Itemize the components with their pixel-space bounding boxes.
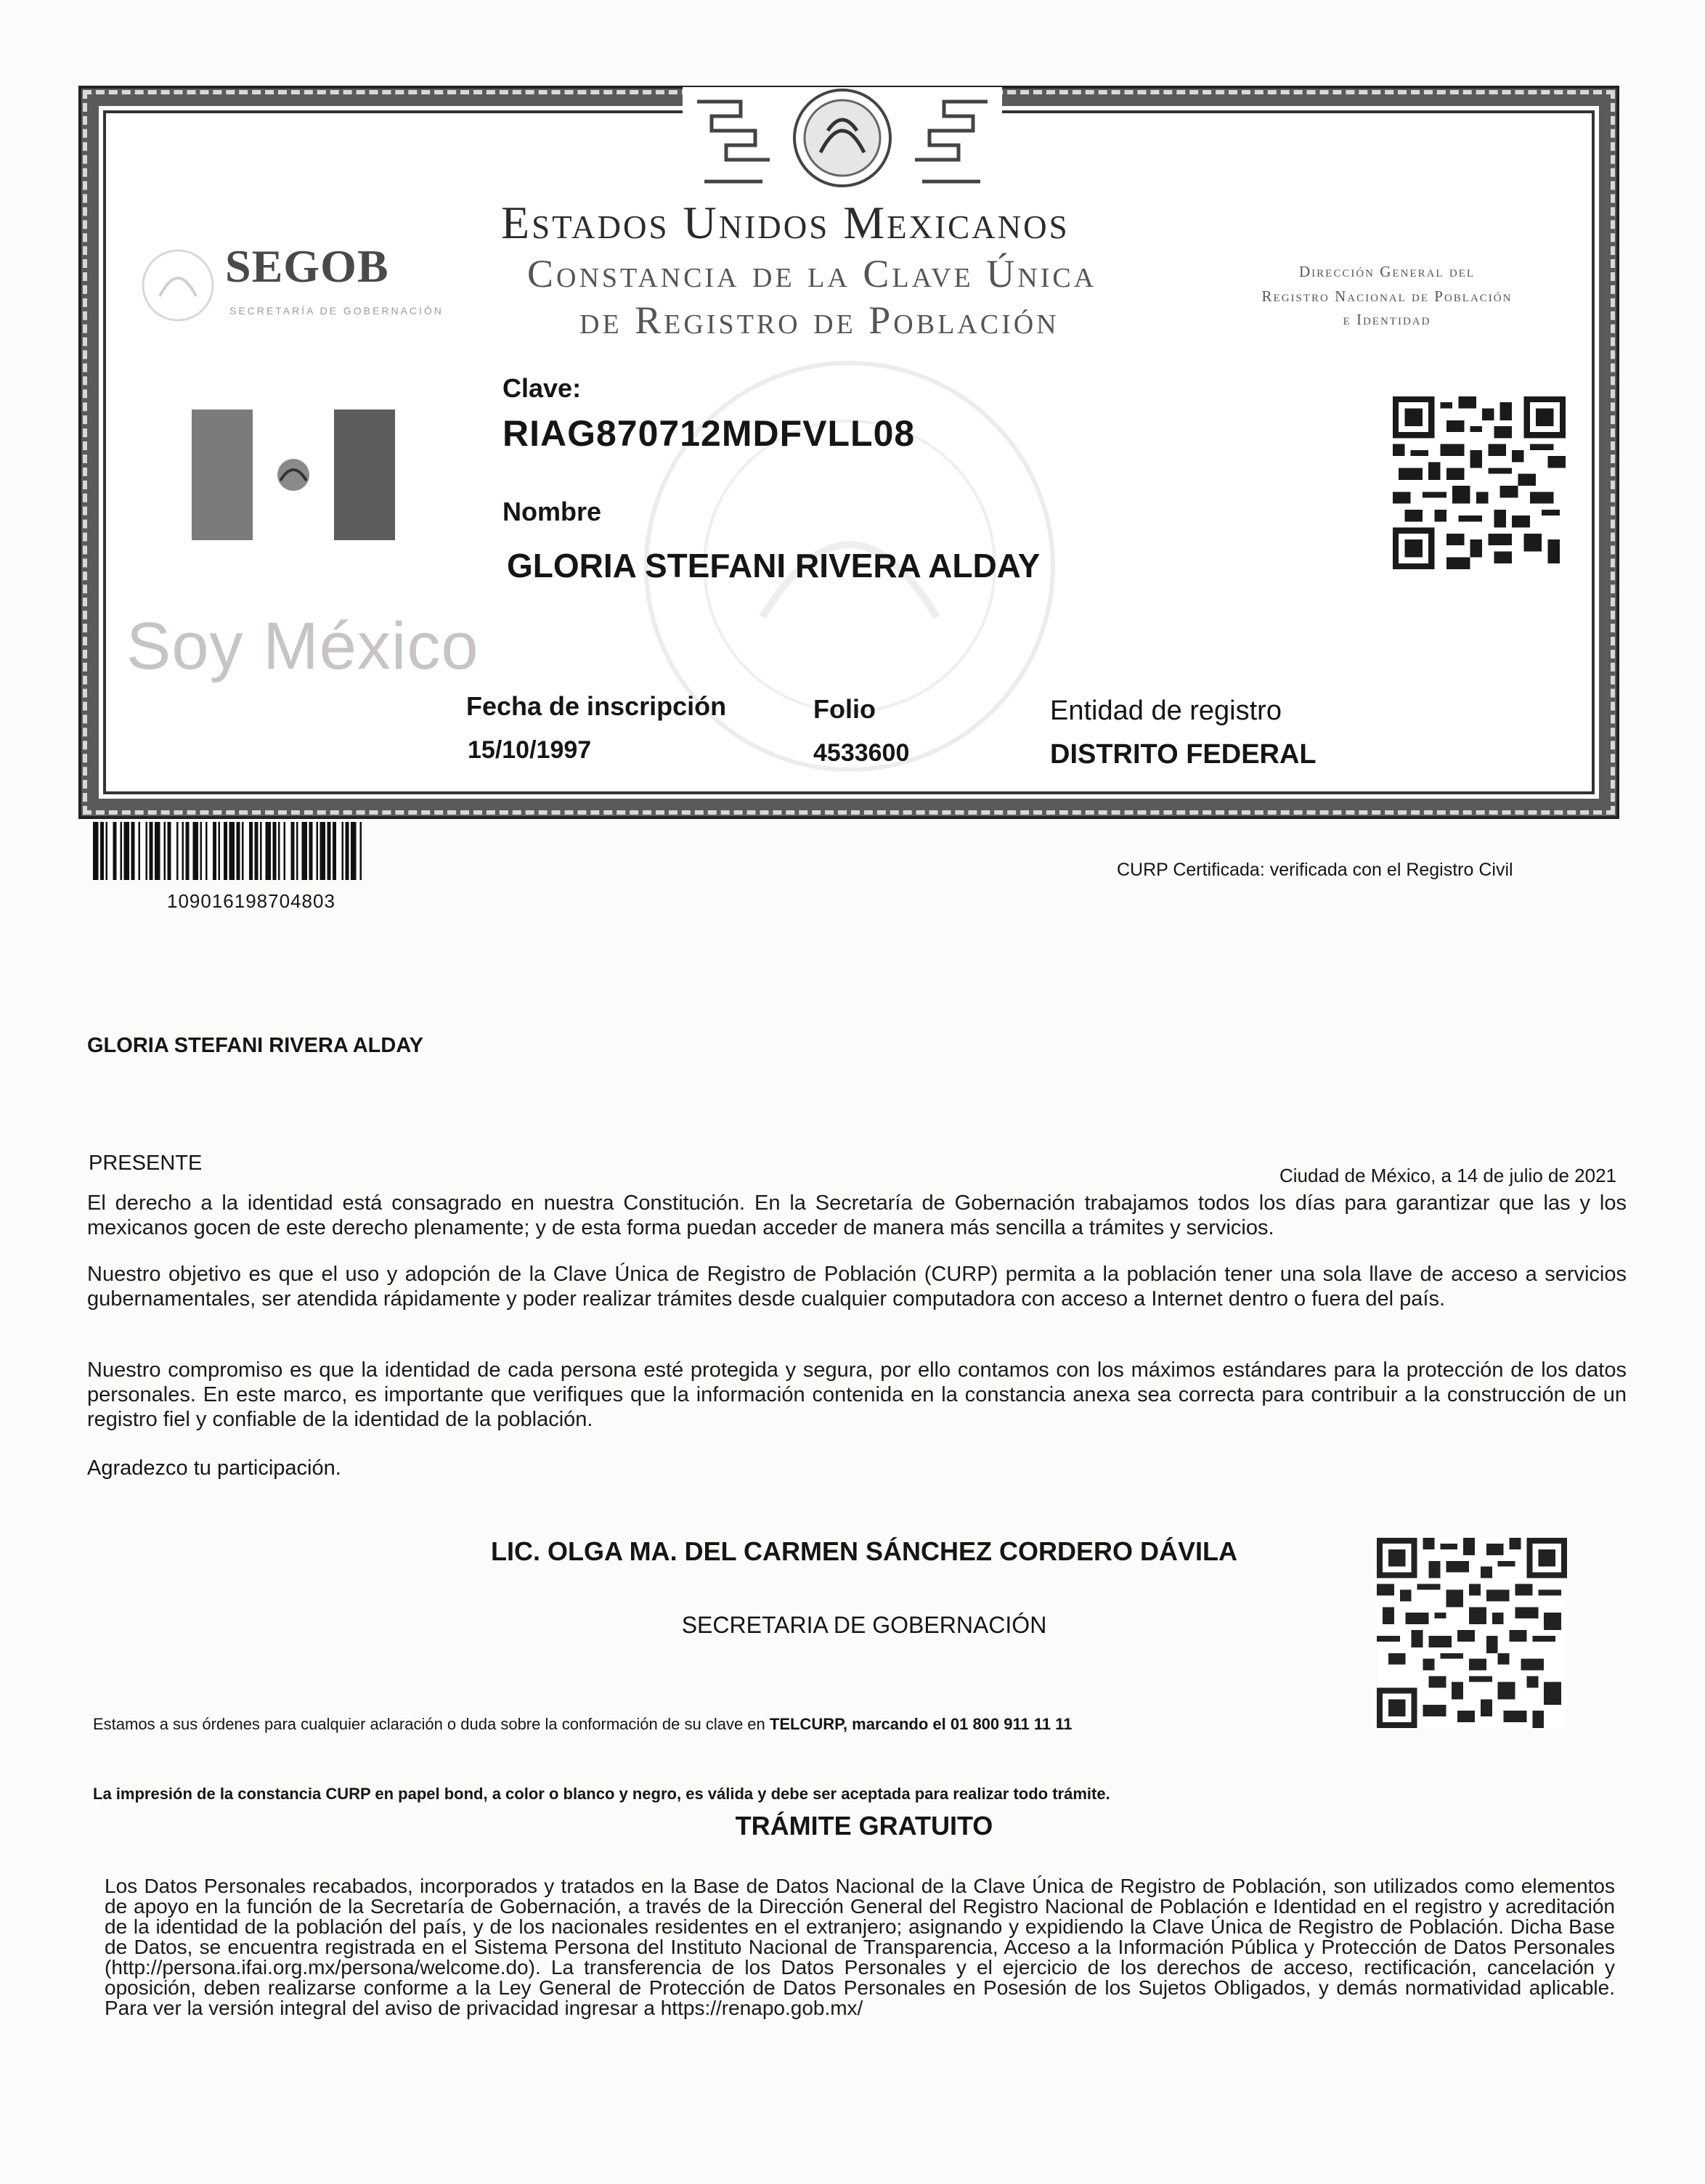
barcode-bar: [193, 822, 199, 880]
barcode-bar: [273, 822, 277, 880]
barcode-bar: [200, 822, 203, 880]
validity-note: La impresión de la constancia CURP en papel bond, a color o blanco y negro, es válida y debe ser aceptada para realizar todo trámite.: [93, 1785, 1110, 1803]
barcode-bar: [229, 822, 235, 880]
direction-line-3: e Identidad: [1343, 311, 1431, 328]
nombre-value: GLORIA STEFANI RIVERA ALDAY: [507, 547, 1041, 584]
barcode-bar: [309, 822, 313, 880]
barcode-bar: [106, 822, 108, 880]
barcode-icon: [93, 822, 417, 880]
barcode-bar: [131, 822, 135, 880]
barcode-bar: [224, 822, 227, 880]
clave-label: Clave:: [502, 373, 582, 403]
barcode-bar: [291, 822, 295, 880]
barcode-bar: [284, 822, 286, 880]
barcode-bar: [168, 822, 171, 880]
barcode-bar: [249, 822, 253, 880]
barcode-bar: [113, 822, 117, 880]
segob-logo-text: SEGOB: [225, 240, 389, 292]
letter-recipient: GLORIA STEFANI RIVERA ALDAY: [87, 1034, 423, 1057]
barcode-bar: [278, 822, 280, 880]
barcode-bar: [351, 822, 357, 880]
barcode-bar: [327, 822, 331, 880]
mexican-flag-icon: [192, 408, 395, 542]
barcode-bar: [296, 822, 298, 880]
letter-paragraph-3: Nuestro compromiso es que la identidad de cada persona esté protegida y segura, por ello contamos con los máximos estándares para la protección de los datos personales. En este marco, es importante que verifiques que la información contenida en la constancia anexa sea correcta para contribuir a la construcción de un registro fiel y confiable de la identidad de la población.: [87, 1358, 1627, 1431]
letter-place-date: Ciudad de México, a 14 de julio de 2021: [1279, 1165, 1616, 1186]
barcode-number: 109016198704803: [167, 890, 335, 912]
barcode-bar: [260, 822, 262, 880]
nombre-label: Nombre: [502, 497, 602, 526]
barcode-bar: [121, 822, 123, 880]
barcode-bar: [242, 822, 244, 880]
entidad-value: DISTRITO FEDERAL: [1050, 739, 1317, 770]
clave-value: RIAG870712MDFVLL08: [502, 413, 916, 454]
barcode-bar: [333, 822, 336, 880]
barcode-bar: [320, 822, 326, 880]
folio-label: Folio: [813, 694, 876, 724]
direction-line-2: Registro Nacional de Población: [1261, 288, 1513, 305]
free-procedure: TRÁMITE GRATUITO: [735, 1811, 993, 1841]
certified-note: CURP Certificada: verificada con el Registro Civil: [1117, 860, 1513, 880]
letter-paragraph-2: Nuestro objetivo es que el uso y adopción de la Clave Única de Registro de Población (CURP) permita a la población tener una sola llave de acceso a servicios gubernamentales, ser atendida rápidamente y poder realizar trámites desde cualquier computadora con acceso a Internet dentro o fuera del país.: [87, 1263, 1627, 1311]
barcode-bar: [155, 822, 160, 880]
folio-value: 4533600: [813, 739, 910, 767]
privacy-notice: Los Datos Personales recabados, incorporados y tratados en la Base de Datos Nacional de la Clave Única de Registro de Población, son utilizados como elementos de apoyo en la función de la Secretaría de Gobernación, a través de la Dirección General del Registro Nacional de Población e Identidad en el registro y acreditación de la identidad de la población del país, y de los nacionales residentes en el extranjero; asignando y expidiendo la Clave Única de Registro de Población. Dicha Base de Datos, se encuentra registrada en el Sistema Persona del Instituto Nacional de Transparencia, Acceso a la Información Pública y Protección de Datos Personales (http://persona.ifai.org.mx/persona/welcome.do). La transferencia de los Datos Personales y el ejercicio de los derechos de acceso, rectificación, cancelación y oposición, deben realizarse conforme a la Ley General de Protección de Datos Personales en Posesión de los Sujetos Obligados, y demás normatividad aplicable. Para ver la versión integral del aviso de privacidad ingresar a https://renapo.gob.mx/: [105, 1875, 1615, 2019]
document-title-line-1: Constancia de la Clave Única: [527, 252, 1097, 296]
barcode-bar: [360, 822, 362, 880]
barcode-bar: [164, 822, 166, 880]
letter-salutation: PRESENTE: [89, 1152, 203, 1175]
barcode-bar: [146, 822, 148, 880]
direction-line-1: Dirección General del: [1299, 263, 1475, 280]
soy-mexico-slogan: Soy México: [126, 609, 479, 683]
barcode-bar: [342, 822, 344, 880]
barcode-bar: [93, 822, 99, 880]
fecha-value: 15/10/1997: [468, 736, 592, 764]
barcode-bar: [150, 822, 153, 880]
barcode-bar: [302, 822, 308, 880]
national-seal-emblem: [683, 80, 1002, 196]
signer-title: SECRETARIA DE GOBERNACIÓN: [681, 1612, 1047, 1638]
qr-code-icon: [1393, 396, 1566, 569]
letter-qr-code-icon: [1377, 1538, 1567, 1728]
barcode-bar: [237, 822, 240, 880]
barcode-bar: [266, 822, 272, 880]
contact-phone: TELCURP, marcando el 01 800 911 11 11: [769, 1715, 1073, 1733]
barcode-bar: [186, 822, 190, 880]
barcode-bar: [255, 822, 259, 880]
barcode-bar: [100, 822, 104, 880]
country-title: Estados Unidos Mexicanos: [501, 197, 1070, 248]
barcode-bar: [317, 822, 319, 880]
barcode-bar: [206, 822, 208, 880]
contact-line: [93, 1715, 1073, 1734]
entidad-label: Entidad de registro: [1050, 696, 1282, 726]
document-title-line-2: de Registro de Población: [579, 298, 1059, 342]
barcode-bar: [139, 822, 141, 880]
segob-shield-icon: [138, 245, 218, 325]
letter-paragraph-1: El derecho a la identidad está consagrado en nuestra Constitución. En la Secretaría de Gobernación trabajamos todos los días para garantizar que las y los mexicanos gocen de este derecho plenamente; y de esta forma puedan acceder de manera más sencilla a trámites y servicios.: [87, 1191, 1627, 1239]
letter-thanks: Agradezco tu participación.: [87, 1456, 341, 1480]
signer-name: LIC. OLGA MA. DEL CARMEN SÁNCHEZ CORDERO DÁVILA: [490, 1536, 1237, 1566]
barcode-bar: [182, 822, 184, 880]
barcode-bar: [219, 822, 221, 880]
segob-subtitle: SECRETARÍA DE GOBERNACIÓN: [229, 305, 444, 317]
barcode-bar: [124, 822, 130, 880]
barcode-bar: [176, 822, 179, 880]
barcode-bar: [346, 822, 349, 880]
fecha-label: Fecha de inscripción: [466, 691, 727, 721]
contact-text: Estamos a sus órdenes para cualquier aclaración o duda sobre la conformación de su clave en: [93, 1715, 770, 1733]
barcode-bar: [213, 822, 216, 880]
